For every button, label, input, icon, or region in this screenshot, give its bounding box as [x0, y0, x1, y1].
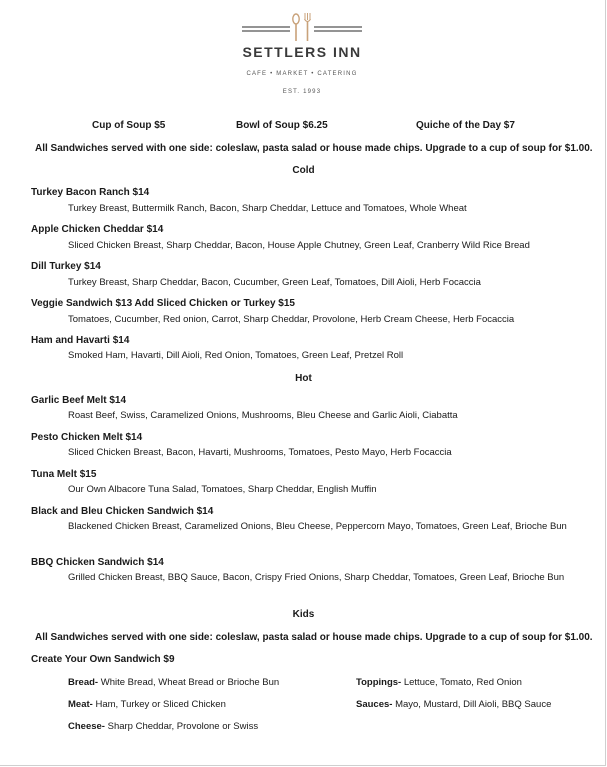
menu-item-title: Tuna Melt $15: [31, 469, 97, 480]
menu-item-desc: Turkey Breast, Buttermilk Ranch, Bacon, Sharp Cheddar, Lettuce and Tomatoes, Whole Wheat: [68, 203, 467, 214]
menu-item-desc: Sliced Chicken Breast, Bacon, Havarti, Mushrooms, Tomatoes, Pesto Mayo, Herb Focaccia: [68, 447, 452, 458]
menu-item-title: Dill Turkey $14: [31, 261, 101, 272]
option-meat: [68, 699, 226, 710]
cup-of-soup: Cup of Soup $5: [92, 120, 166, 131]
menu-item-title: Pesto Chicken Melt $14: [31, 432, 143, 443]
menu-item-title: Black and Bleu Chicken Sandwich $14: [31, 506, 214, 517]
option-toppings: [356, 677, 522, 688]
menu-item-desc: Turkey Breast, Sharp Cheddar, Bacon, Cucumber, Green Leaf, Tomatoes, Dill Aioli, Herb Focaccia: [68, 277, 481, 288]
section-heading-cold: Cold: [292, 165, 315, 176]
option-label: Toppings-: [356, 677, 402, 688]
menu-item-title: Garlic Beef Melt $14: [31, 395, 127, 406]
brand-established: EST. 1993: [282, 89, 322, 95]
option-value: Ham, Turkey or Sliced Chicken: [92, 699, 226, 710]
option-label: Sauces-: [356, 699, 393, 710]
settlers-inn-logo: [232, 10, 372, 100]
fork-spoon-icon: [232, 10, 372, 44]
option-value: Lettuce, Tomato, Red Onion: [401, 677, 522, 688]
option-label: Meat-: [68, 699, 93, 710]
menu-item-title: Apple Chicken Cheddar $14: [31, 224, 164, 235]
section-heading-kids: Kids: [292, 609, 315, 620]
create-your-own-title: Create Your Own Sandwich $9: [31, 654, 175, 665]
sides-note: All Sandwiches served with one side: coleslaw, pasta salad or house made chips. Upgrade to a cup of soup for $1.00.: [35, 143, 593, 154]
menu-item-desc: Blackened Chicken Breast, Caramelized Onions, Bleu Cheese, Peppercorn Mayo, Tomatoes, Green Leaf, Brioche Bun: [68, 521, 567, 532]
menu-item-desc: Smoked Ham, Havarti, Dill Aioli, Red Onion, Tomatoes, Green Leaf, Pretzel Roll: [68, 350, 404, 361]
menu-item-title: Turkey Bacon Ranch $14: [31, 187, 150, 198]
option-sauces: [356, 699, 551, 710]
section-heading-hot: Hot: [295, 373, 312, 384]
option-label: Cheese-: [68, 721, 105, 732]
menu-item-title: Ham and Havarti $14: [31, 335, 130, 346]
menu-item-desc: Sliced Chicken Breast, Sharp Cheddar, Bacon, House Apple Chutney, Green Leaf, Cranberry Wild Rice Bread: [68, 240, 530, 251]
kids-sides-note: All Sandwiches served with one side: coleslaw, pasta salad or house made chips. Upgrade to a cup of soup for $1.00.: [35, 632, 593, 643]
brand-tagline: CAFE • MARKET • CATERING: [246, 71, 358, 77]
option-label: Bread-: [68, 677, 99, 688]
option-bread: [68, 677, 279, 688]
menu-item-title: BBQ Chicken Sandwich $14: [31, 557, 164, 568]
option-value: Sharp Cheddar, Provolone or Swiss: [104, 721, 259, 732]
quiche-of-the-day: Quiche of the Day $7: [416, 120, 515, 131]
option-value: Mayo, Mustard, Dill Aioli, BBQ Sauce: [392, 699, 552, 710]
menu-item-title: Veggie Sandwich $13 Add Sliced Chicken or Turkey $15: [31, 298, 295, 309]
menu-item-desc: Our Own Albacore Tuna Salad, Tomatoes, Sharp Cheddar, English Muffin: [68, 484, 377, 495]
bowl-of-soup: Bowl of Soup $6.25: [236, 120, 328, 131]
menu-item-desc: Grilled Chicken Breast, BBQ Sauce, Bacon, Crispy Fried Onions, Sharp Cheddar, Tomatoes, Green Leaf, Brioche Bun: [68, 572, 565, 583]
option-cheese: [68, 721, 258, 732]
menu-item-desc: Tomatoes, Cucumber, Red onion, Carrot, Sharp Cheddar, Provolone, Herb Cream Cheese, Herb Focaccia: [68, 314, 515, 325]
menu-item-desc: Roast Beef, Swiss, Caramelized Onions, Mushrooms, Bleu Cheese and Garlic Aioli, Ciabatta: [68, 410, 458, 421]
brand-name: SETTLERS INN: [242, 44, 362, 60]
option-value: White Bread, Wheat Bread or Brioche Bun: [98, 677, 280, 688]
